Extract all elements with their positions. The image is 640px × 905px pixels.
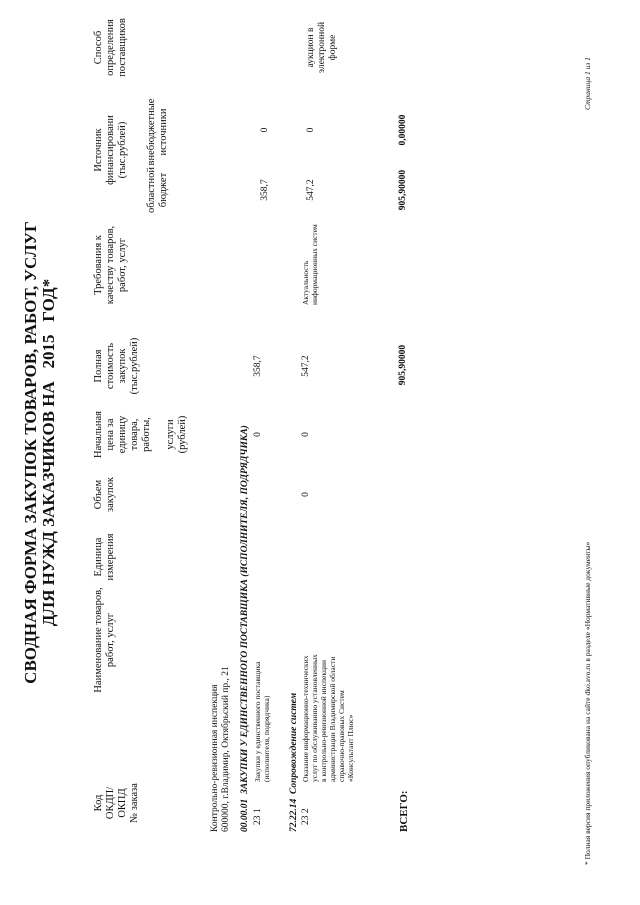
totals-label: ВСЕГО: (398, 790, 410, 832)
title-line-2-suffix: ГОД* (39, 278, 58, 322)
header-price: Начальная цена за единицу товара, работы, услуги (рублей) (93, 411, 188, 458)
header-unit: Единица измерения (93, 533, 116, 581)
header-method: Способ определения поставщиков (93, 18, 128, 77)
item-description: Оказание информационно-технических услуг по обслуживанию установленных в контрольно-ревизионной инспекции администрации Владимирской области справочно-правовых Систем «Консультант Плюс» (301, 654, 355, 782)
section-code: 00.00.01 (240, 798, 250, 832)
section-title: Сопровождение систем (289, 692, 299, 794)
section-code: 72.22.14 (289, 798, 299, 832)
title-line-1: СВОДНАЯ ФОРМА ЗАКУПОК ТОВАРОВ, РАБОТ, УСЛУГ (21, 221, 40, 684)
footnote: * Полная версия приложения опубликована на сайте dko.avo.ru в разделе «Нормативные документы» (583, 541, 592, 865)
item-extra: 0 (260, 127, 270, 133)
totals-total: 905,90000 (398, 344, 408, 386)
title-year: 2015 (39, 334, 58, 369)
totals-extra: 0,00000 (398, 114, 408, 146)
item-requirements: Актуальность информационных систем (301, 224, 319, 305)
item-method: аукцион в электронной форме (306, 21, 338, 74)
header-code: Код ОКДП/ ОКПД № заказа (93, 783, 140, 823)
order-number: 23 2 (301, 808, 311, 825)
totals-regional: 905,90000 (398, 169, 408, 211)
item-total: 547,2 (301, 355, 311, 377)
section-title: ЗАКУПКИ У ЕДИНСТВЕННОГО ПОСТАВЩИКА (ИСПОЛНИТЕЛЯ, ПОДРЯДЧИКА) (240, 425, 250, 794)
customer-name: Контрольно-ревизионная инспекция (210, 684, 220, 832)
section-support-title-row (289, 432, 300, 832)
order-number: 23 1 (253, 808, 263, 825)
item-regional: 547,2 (306, 179, 316, 201)
header-volume: Объем закупок (93, 477, 116, 512)
header-requirements: Требования к качеству товаров, работ, услуг (93, 225, 128, 305)
title-line-2 (40, 0, 58, 905)
item-price: 0 (253, 432, 263, 437)
customer-block (210, 532, 232, 832)
document-title (22, 0, 58, 905)
item-extra: 0 (306, 127, 316, 133)
header-finance-extra: внебюджетные источники (146, 98, 169, 166)
header-finance: Источник финансировани (тыс.рублей) (93, 115, 128, 185)
page-label: Страница 1 из 1 (583, 57, 592, 110)
header-total: Полная стоимость закупок (тыс.рублей) (93, 337, 140, 395)
title-line-2-prefix: ДЛЯ НУЖД ЗАКАЗЧИКОВ НА (39, 381, 58, 627)
header-finance-regional: областной бюджет (146, 167, 169, 213)
item-total: 358,7 (253, 355, 263, 377)
customer-address: 600000, г.Владимир, Октябрьский пр., 21 (221, 666, 231, 832)
item-regional: 358,7 (260, 179, 270, 201)
item-description: Закупки у единственного поставщика (исполнителя, подрядчика) (253, 661, 271, 782)
item-price: 0 (301, 432, 311, 437)
section-sole-supplier (240, 132, 251, 832)
item-volume: 0 (301, 492, 311, 497)
header-name: Наименование товаров, работ, услуг (93, 587, 116, 693)
section-title-row (240, 132, 251, 832)
